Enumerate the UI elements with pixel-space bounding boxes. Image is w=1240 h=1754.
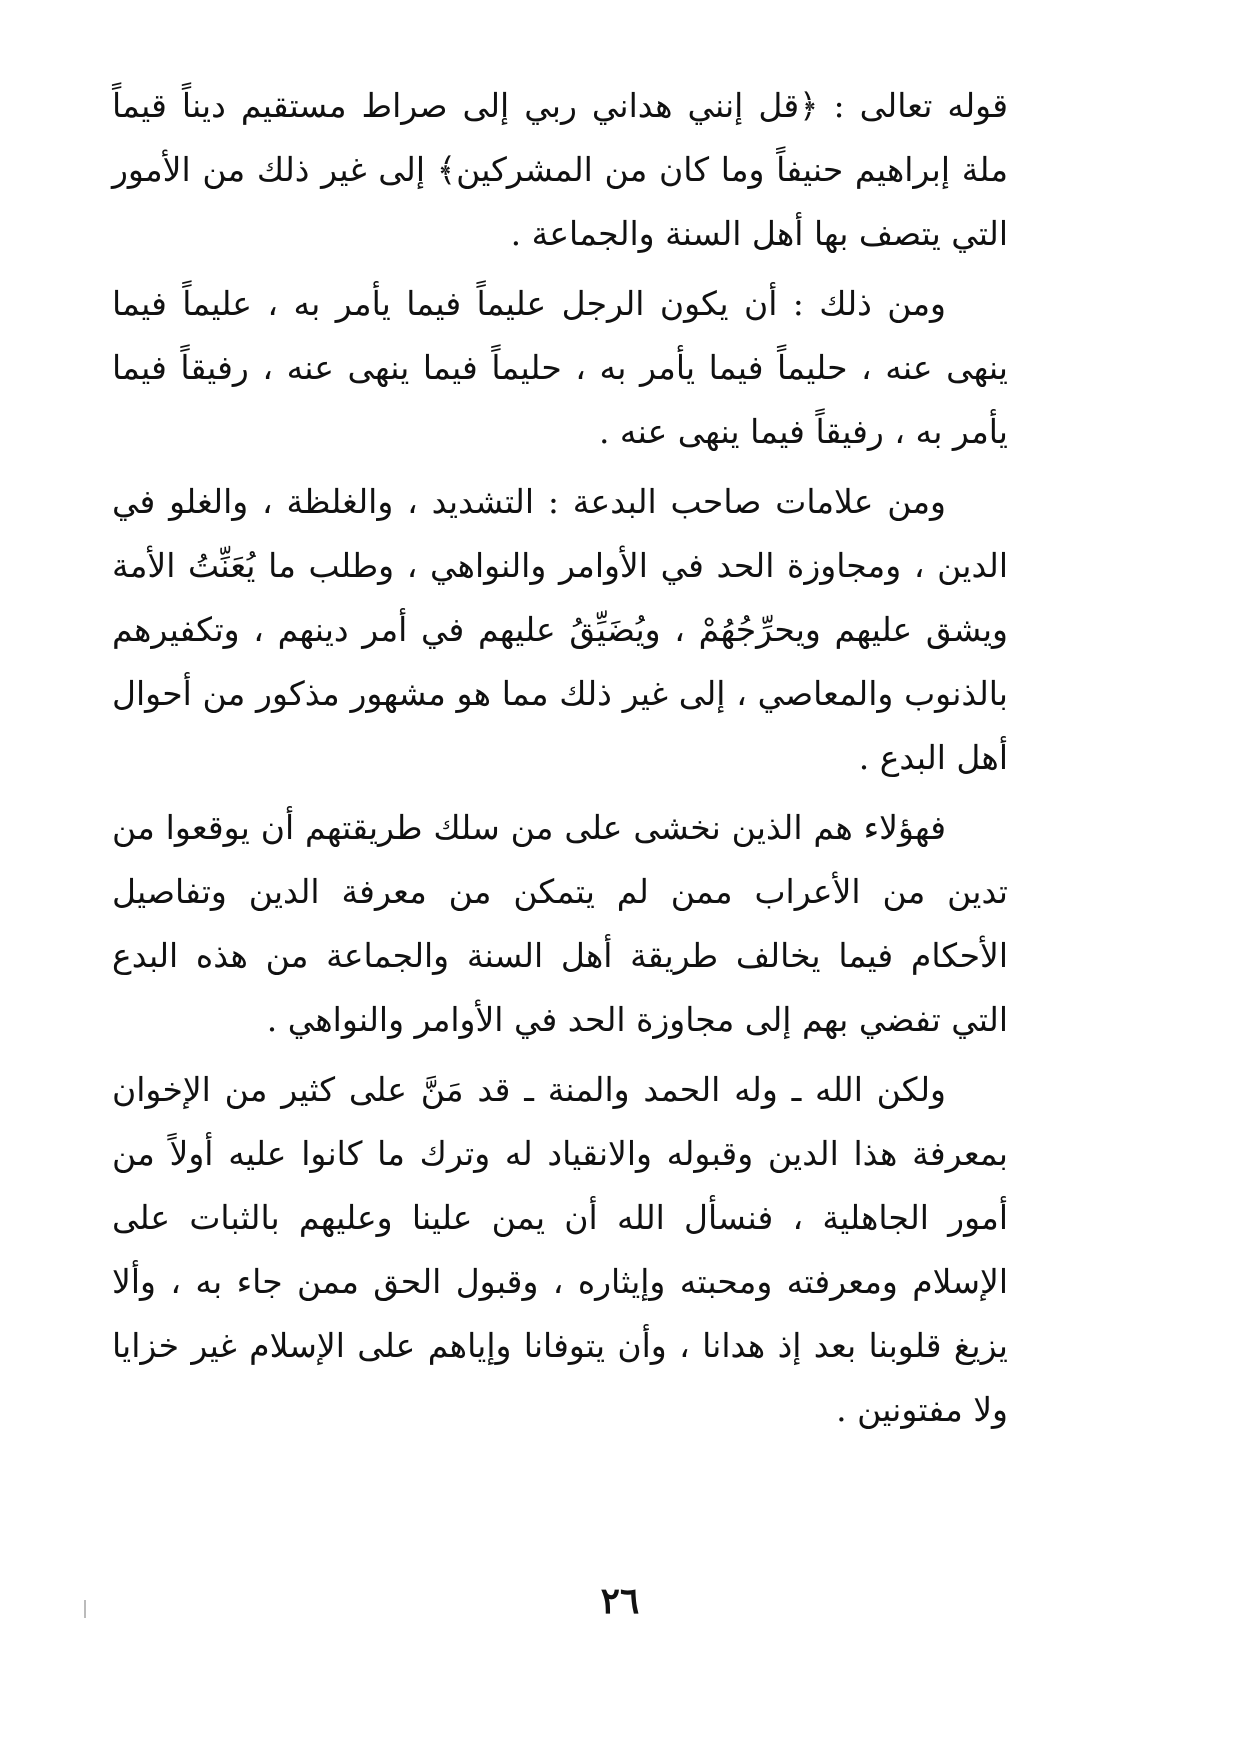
paragraph-4: فهؤلاء هم الذين نخشى على من سلك طريقتهم أن يوقعوا من تدين من الأعراب ممن لم يتمكن من معرفة الدين وتفاصيل الأحكام فيما يخالف طريقة أهل السنة والجماعة من هذه البدع التي تفضي بهم إلى مجاوزة الحد في الأوامر والنواهي . (112, 808, 1008, 1039)
paragraph-3: ومن علامات صاحب البدعة : التشديد ، والغلظة ، والغلو في الدين ، ومجاوزة الحد في الأوامر والنواهي ، وطلب ما يُعَنِّتُ الأمة ويشق عليهم ويحرِّجُهُمْ ، ويُضَيِّقُ عليهم في أمر دينهم ، وتكفيرهم بالذنوب والمعاصي ، إلى غير ذلك مما هو مشهور مذكور من أحوال أهل البدع . (112, 482, 1008, 777)
paragraph-5: ولكن الله ـ وله الحمد والمنة ـ قد مَنَّ على كثير من الإخوان بمعرفة هذا الدين وقبوله والانقياد له وترك ما كانوا عليه أولاً من أمور الجاهلية ، فنسأل الله أن يمن علينا وعليهم بالثبات على الإسلام ومعرفته ومحبته وإيثاره ، وقبول الحق ممن جاء به ، وألا يزيغ قلوبنا بعد إذ هدانا ، وأن يتوفانا وإياهم على الإسلام غير خزايا ولا مفتونين . (112, 1070, 1008, 1429)
page-number: ٢٦ (600, 1580, 640, 1622)
paragraph-2: ومن ذلك : أن يكون الرجل عليماً فيما يأمر به ، عليماً فيما ينهى عنه ، حليماً فيما يأمر به ، حليماً فيما ينهى عنه ، رفيقاً فيما يأمر به ، رفيقاً فيما ينهى عنه . (112, 284, 1008, 451)
body-text (112, 74, 1008, 1448)
scan-artifact-mark (84, 1600, 86, 1618)
paragraph-1: قوله تعالى : ﴿قل إنني هداني ربي إلى صراط مستقيم ديناً قيماً ملة إبراهيم حنيفاً وما كان من المشركين﴾ إلى غير ذلك من الأمور التي يتصف بها أهل السنة والجماعة . (112, 86, 1008, 253)
